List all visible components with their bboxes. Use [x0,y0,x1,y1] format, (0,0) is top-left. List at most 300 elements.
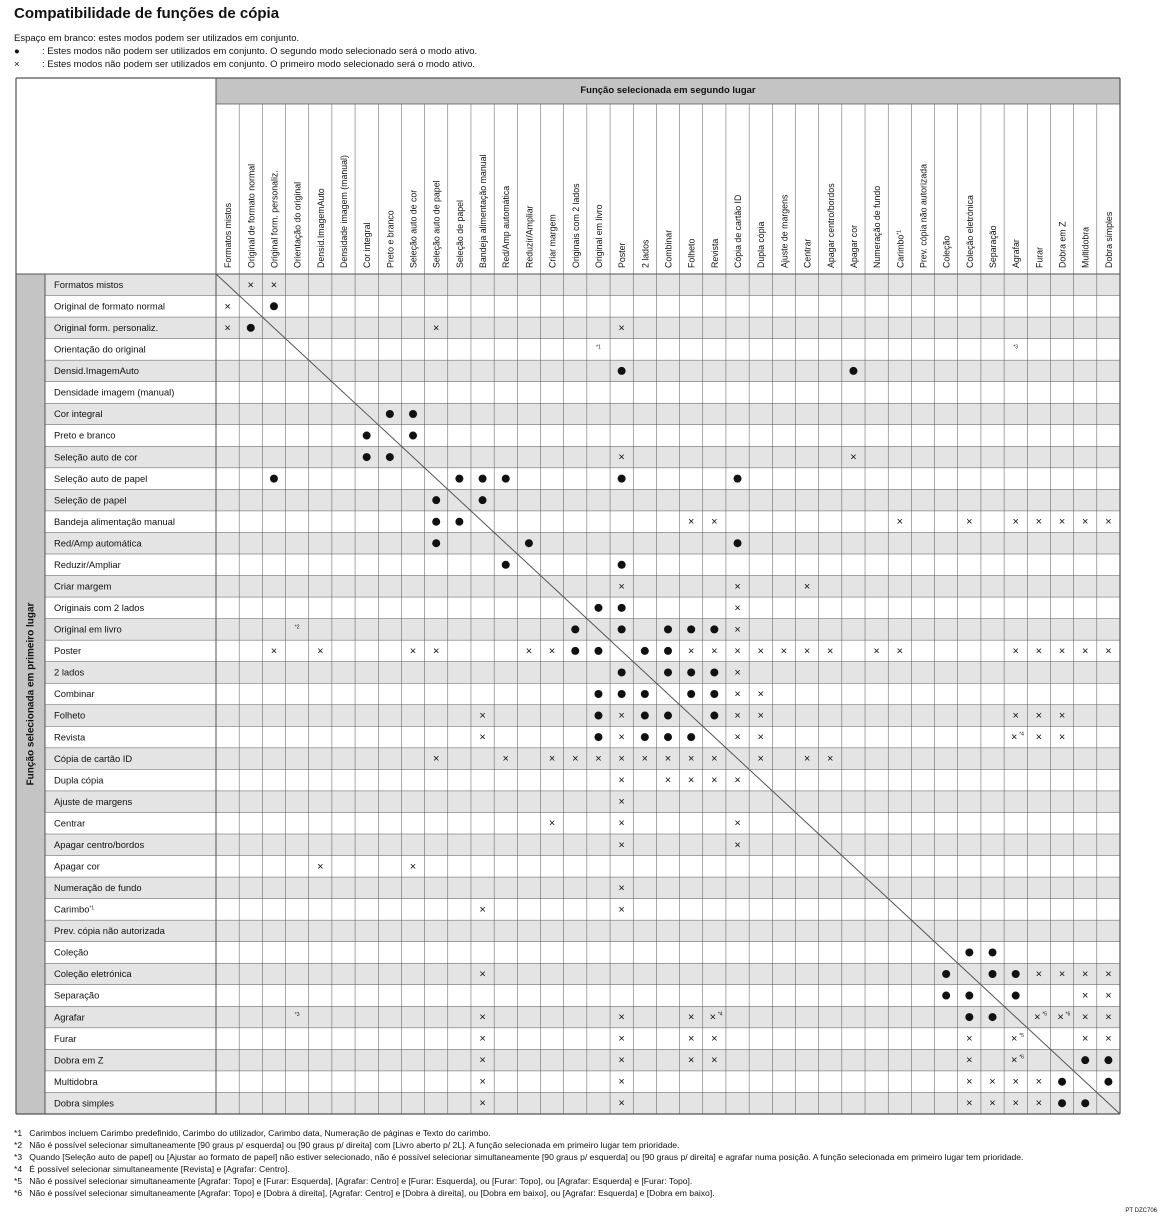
cross-mark: × [317,860,324,873]
dot-mark [1012,970,1020,978]
cross-mark: × [432,753,440,766]
column-header: Centrar [802,238,813,268]
cross-mark: × [734,602,741,615]
cross-mark: × [618,731,625,744]
dot-mark [734,475,742,483]
row-label: Poster [54,645,82,657]
cross-mark: × [1035,968,1043,981]
cross-mark: × [1012,1076,1019,1089]
footnote-5 [14,1176,692,1186]
dot-mark [525,539,533,547]
cross-mark: × [664,753,672,766]
row-stripe [45,619,1120,641]
cross-mark: × [1057,1011,1064,1024]
column-header: Densid.ImagemAuto [315,188,326,268]
cross-mark: × [1035,1076,1043,1089]
cross-mark: × [803,580,811,593]
cross-mark: × [618,710,625,723]
cross-mark: × [734,623,741,636]
page-title: Compatibilidade de funções de cópia [14,5,280,22]
row-stripe [45,1092,1120,1114]
dot-mark [502,561,510,569]
cross-mark: × [479,710,486,723]
row-label: Combinar [54,688,95,700]
legend-dot-symbol: ● [14,46,20,57]
cross-mark: × [1034,1011,1041,1024]
column-header: Separação [988,225,999,268]
dot-mark [618,475,626,483]
cross-mark: × [1082,516,1089,529]
dot-mark [687,733,695,741]
cross-mark: × [1012,516,1019,529]
column-header: Red/Amp automática [501,185,512,268]
cross-mark: × [1010,1054,1018,1067]
cross-mark: × [595,753,602,766]
column-header: Coleção eletrónica [964,195,975,268]
dot-mark [942,992,950,1000]
cross-mark: × [734,645,741,658]
dot-mark [664,733,672,741]
column-group-header: Função selecionada em segundo lugar [580,85,756,96]
cross-mark: × [479,731,486,744]
cross-mark: × [618,1076,625,1089]
row-label: Centrar [54,817,86,829]
cross-mark: × [966,516,973,529]
dot-mark [571,625,579,633]
cross-mark: × [1012,710,1019,723]
cross-mark: × [687,1033,695,1046]
row-stripe [45,834,1120,856]
cross-mark: × [757,731,764,744]
column-header: Apagar centro/bordos [825,183,836,268]
cross-mark: × [1082,645,1089,658]
dot-mark [687,690,695,698]
row-label: Dupla cópia [54,774,104,786]
cross-mark: × [270,645,278,658]
cross-mark: × [1105,1011,1112,1024]
cross-mark: × [664,774,672,787]
footnote-ref: *5 [1019,1033,1024,1040]
dot-mark [664,625,672,633]
dot-mark [1081,1056,1089,1064]
footnote-ref: *1 [596,344,601,351]
footnote-1 [14,1128,491,1138]
column-header: Originais com 2 lados [570,183,581,268]
row-label: 2 lados [54,666,85,678]
cross-mark: × [618,322,625,335]
row-label: Ajuste de margens [54,795,133,807]
row-label: Apagar cor [54,860,100,872]
row-stripe [45,662,1120,684]
row-group-header: Função selecionada em primeiro lugar [25,602,37,786]
cross-mark: × [1058,645,1066,658]
cross-mark: × [989,1097,996,1110]
column-header: Bandeja alimentação manual [478,154,489,268]
footnote-ref: *5 [1042,1011,1048,1018]
dot-mark [965,1013,973,1021]
column-header: Original de formato normal [246,163,257,268]
dot-mark [618,625,626,633]
dot-mark [409,410,417,418]
dot-mark [664,647,672,655]
cross-mark: × [502,753,509,766]
cross-mark: × [224,322,231,335]
dot-mark [965,948,973,956]
footnote-ref: *4 [717,1011,723,1018]
dot-mark [594,647,602,655]
row-label: Cópia de cartão ID [54,752,133,764]
cross-mark: × [687,774,695,787]
cross-mark: × [734,817,741,830]
cross-mark: × [734,580,741,593]
cross-mark: × [548,817,556,830]
cross-mark: × [1058,731,1066,744]
dot-mark [409,432,417,440]
row-label: Multidobra [54,1075,98,1087]
dot-mark [594,690,602,698]
cross-mark: × [618,774,625,787]
cross-mark: × [317,645,324,658]
dot-mark [479,496,487,504]
row-label: Preto e branco [54,429,116,441]
cross-mark: × [966,1097,973,1110]
row-label: Cor integral [54,408,103,420]
column-header: Dupla cópia [756,221,767,268]
row-label: Formatos mistos [54,278,124,290]
cross-mark: × [618,903,625,916]
footnote-ref: *6 [1019,1054,1024,1061]
dot-mark [618,561,626,569]
cross-mark: × [1082,968,1089,981]
footnote-mark: *3 [14,1152,23,1162]
dot-mark [641,690,649,698]
footnote-mark: *4 [14,1164,23,1174]
cross-mark: × [827,645,834,658]
footnote-text: Carimbos incluem Carimbo predefinido, Carimbo do utilizador, Carimbo data, Numeração de páginas e Texto do carimbo. [29,1128,491,1138]
column-header: Carimbo$^{*1}$ [895,230,906,268]
cross-mark: × [780,645,788,658]
dot-mark [989,970,997,978]
cross-mark: × [734,666,741,679]
row-stripe [45,274,1120,296]
legend-cross-text: : Estes modos não podem ser utilizados em conjunto. O primeiro modo selecionado será o modo ativo. [42,59,476,70]
cross-mark: × [479,1033,486,1046]
cross-mark: × [1035,516,1043,529]
cross-mark: × [687,1011,695,1024]
cross-mark: × [896,516,904,529]
footnote-text: Não é possível selecionar simultaneamente [Agrafar: Topo] e [Dobra à direita], [Agrafar: Centro] e [Dobra à direita], ou [Dobra em baixo], ou [Agrafar: Esquerda] e [Dobra em baixo]. [29,1188,715,1198]
column-header: Seleção auto de papel [431,180,442,268]
cross-mark: × [711,516,718,529]
column-header: Cor integral [362,222,373,268]
row-label: Agrafar [54,1011,85,1023]
dot-mark [363,453,371,461]
dot-mark [363,432,371,440]
cross-mark: × [1012,645,1019,658]
column-header: Original form. personaliz. [269,170,280,268]
cross-mark: × [1035,1097,1043,1110]
cross-mark: × [618,1097,625,1110]
dot-mark [965,992,973,1000]
row-label: Coleção [54,946,89,958]
cross-mark: × [479,1054,486,1067]
column-header: Furar [1034,246,1045,268]
row-stripe [45,403,1120,425]
row-stripe [45,576,1120,598]
dot-mark [594,604,602,612]
cross-mark: × [479,1097,486,1110]
footnote-text: É possível selecionar simultaneamente [Revista] e [Agrafar: Centro]. [29,1164,290,1174]
column-header: Dobra em Z [1057,221,1068,268]
row-label: Densid.ImagemAuto [54,365,139,377]
column-header: Multidobra [1080,226,1091,268]
footnote-mark: *6 [14,1188,23,1198]
column-header: Folheto [686,238,697,268]
cross-mark: × [1035,710,1043,723]
column-header: Formatos mistos [223,202,234,268]
superscript: *1 [89,905,95,912]
footnote-ref: *4 [1019,731,1024,738]
cross-mark: × [711,645,718,658]
dot-mark [618,604,626,612]
footnote-2 [14,1140,679,1150]
legend-cross-symbol: × [14,59,20,70]
footnote-ref: *3 [294,1012,300,1019]
cross-mark: × [827,753,834,766]
cross-mark: × [479,1011,486,1024]
cross-mark: × [247,279,254,292]
cross-mark: × [757,688,764,701]
row-label: Coleção eletrónica [54,968,132,980]
cross-mark: × [548,753,556,766]
dot-mark [618,690,626,698]
dot-mark [641,647,649,655]
cross-mark: × [1082,990,1089,1003]
cross-mark: × [525,645,533,658]
row-label: Dobra simples [54,1097,114,1109]
row-label: Original form. personaliz. [54,322,159,334]
cross-mark: × [432,322,440,335]
legend-blank-text: Espaço em branco: estes modos podem ser utilizados em conjunto. [14,33,300,44]
row-label: Densidade imagem (manual) [54,386,175,398]
dot-mark [710,712,718,720]
row-label: Reduzir/Ampliar [54,558,121,570]
cross-mark: × [1105,968,1112,981]
row-label: Red/Amp automática [54,537,142,549]
column-header: 2 lados [640,239,651,268]
column-header: Reduzir/Ampliar [524,205,535,268]
cross-mark: × [479,1076,486,1089]
dot-mark [479,475,487,483]
row-stripe [45,877,1120,899]
dot-mark [502,475,510,483]
cross-mark: × [618,1054,625,1067]
row-stripe [45,791,1120,813]
row-stripe [45,532,1120,554]
column-header: Numeração de fundo [872,185,883,268]
cross-mark: × [896,645,904,658]
row-stripe [45,748,1120,770]
dot-mark [734,539,742,547]
cross-mark: × [618,1011,625,1024]
column-header: Seleção de papel [454,199,465,268]
dot-mark [687,625,695,633]
cross-mark: × [873,645,880,658]
cross-mark: × [1082,1011,1089,1024]
dot-mark [1058,1078,1066,1086]
dot-mark [432,496,440,504]
column-header: Prev. cópia não autorizada [918,164,929,268]
footnote-4 [14,1164,290,1174]
row-stripe [45,317,1120,339]
cross-mark: × [734,710,741,723]
cross-mark: × [711,1054,718,1067]
row-label: Numeração de fundo [54,882,142,894]
dot-mark [989,948,997,956]
row-stripe [45,1049,1120,1071]
cross-mark: × [548,645,556,658]
cross-mark: × [734,839,741,852]
dot-mark [664,712,672,720]
footnote-mark: *2 [14,1140,23,1150]
dot-mark [247,324,255,332]
cross-mark: × [618,753,625,766]
column-header: Densidade imagem (manual) [338,155,349,268]
footnote-mark: *5 [14,1176,23,1186]
cross-mark: × [711,1033,718,1046]
cross-mark: × [709,1011,717,1024]
row-stripe [45,705,1120,727]
cross-mark: × [989,1076,996,1089]
cross-mark: × [618,451,625,464]
dot-mark [618,668,626,676]
row-label: Bandeja alimentação manual [54,515,175,527]
row-stripe [45,1006,1120,1028]
cross-mark: × [687,1054,695,1067]
dot-mark [1104,1078,1112,1086]
row-stripe [45,446,1120,468]
column-header: Criar margem [547,214,558,268]
row-label: Originais com 2 lados [54,602,145,614]
document-code: PT DZC706 [1125,1208,1157,1214]
row-label: Carimbo$^{*1}$ [54,903,95,915]
dot-mark [386,410,394,418]
row-label: Seleção auto de cor [54,451,138,463]
cross-mark: × [1035,731,1043,744]
cross-mark: × [687,645,695,658]
dot-mark [432,539,440,547]
cross-mark: × [479,903,486,916]
row-label: Dobra em Z [54,1054,104,1066]
cross-mark: × [270,279,278,292]
row-label: Separação [54,989,100,1001]
cross-mark: × [757,645,764,658]
row-label: Prev. cópia não autorizada [54,925,165,937]
row-stripe [45,360,1120,382]
dot-mark [641,712,649,720]
cross-mark: × [734,688,741,701]
dot-mark [571,647,579,655]
dot-mark [710,690,718,698]
footnote-ref: *2 [294,624,300,631]
cross-mark: × [803,753,811,766]
cross-mark: × [618,796,625,809]
cross-mark: × [757,753,764,766]
cross-mark: × [711,753,718,766]
diagonal-line [216,274,1120,1114]
column-header: Cópia de cartão ID [733,194,744,268]
cross-mark: × [572,753,579,766]
cross-mark: × [1058,516,1066,529]
column-header: Dobra simples [1103,211,1114,268]
cross-mark: × [618,839,625,852]
dot-mark [664,668,672,676]
row-label: Folheto [54,709,86,721]
dot-mark [386,453,394,461]
cross-mark: × [803,645,811,658]
column-header: Poster [617,242,628,268]
column-header: Preto e branco [385,210,396,268]
row-stripe [45,920,1120,942]
column-header: Orientação do original [292,181,303,268]
row-label: Seleção auto de papel [54,472,148,484]
cross-mark: × [966,1054,973,1067]
footnote-text: Não é possível selecionar simultaneamente [90 graus p/ esquerda] ou [90 graus p/ direita] com [Livro aberto p/ 2L]. A função selecionada em primeiro lugar tem prioridade. [29,1140,680,1150]
dot-mark [1012,992,1020,1000]
cross-mark: × [1035,645,1043,658]
row-label: Orientação do original [54,343,146,355]
cross-mark: × [687,516,695,529]
cross-mark: × [224,300,231,313]
dot-mark [594,733,602,741]
cross-mark: × [1058,710,1066,723]
cross-mark: × [1010,731,1018,744]
cross-mark: × [1012,1097,1019,1110]
cross-mark: × [966,1033,973,1046]
dot-mark [594,712,602,720]
column-header: Ajuste de margens [779,194,790,268]
dot-mark [270,475,278,483]
row-label: Seleção de papel [54,494,127,506]
cross-mark: × [409,860,417,873]
column-header: Combinar [663,229,674,268]
footnote-6 [14,1188,715,1198]
cross-mark: × [734,774,741,787]
column-header: Coleção [941,235,952,268]
cross-mark: × [1010,1033,1018,1046]
footnote-mark: *1 [14,1128,23,1138]
row-label: Revista [54,731,86,743]
cross-mark: × [1105,645,1112,658]
cross-mark: × [1105,1033,1112,1046]
column-header: Revista [709,238,720,268]
legend-dot-text: : Estes modos não podem ser utilizados em conjunto. O segundo modo selecionado será o modo ativo. [42,46,478,57]
cross-mark: × [618,580,625,593]
footnote-text: Quando [Seleção auto de papel] ou [Ajustar ao formato de papel] não estiver selecionado, não é possível selecionar simultaneamente [90 graus p/ esquerda] ou [90 graus p/ direita] e agrafar numa posição. A função selecionada em primeiro lugar tem prioridade. [29,1152,1024,1162]
dot-mark [618,367,626,375]
footnote-ref: *6 [1065,1011,1071,1018]
dot-mark [710,625,718,633]
row-stripe [45,963,1120,985]
column-header: Seleção auto de cor [408,189,419,268]
cross-mark: × [479,968,486,981]
footnote-3 [14,1152,1023,1162]
cross-mark: × [1105,516,1112,529]
cross-mark: × [618,882,625,895]
dot-mark [989,1013,997,1021]
cross-mark: × [641,753,649,766]
cross-mark: × [1105,990,1112,1003]
